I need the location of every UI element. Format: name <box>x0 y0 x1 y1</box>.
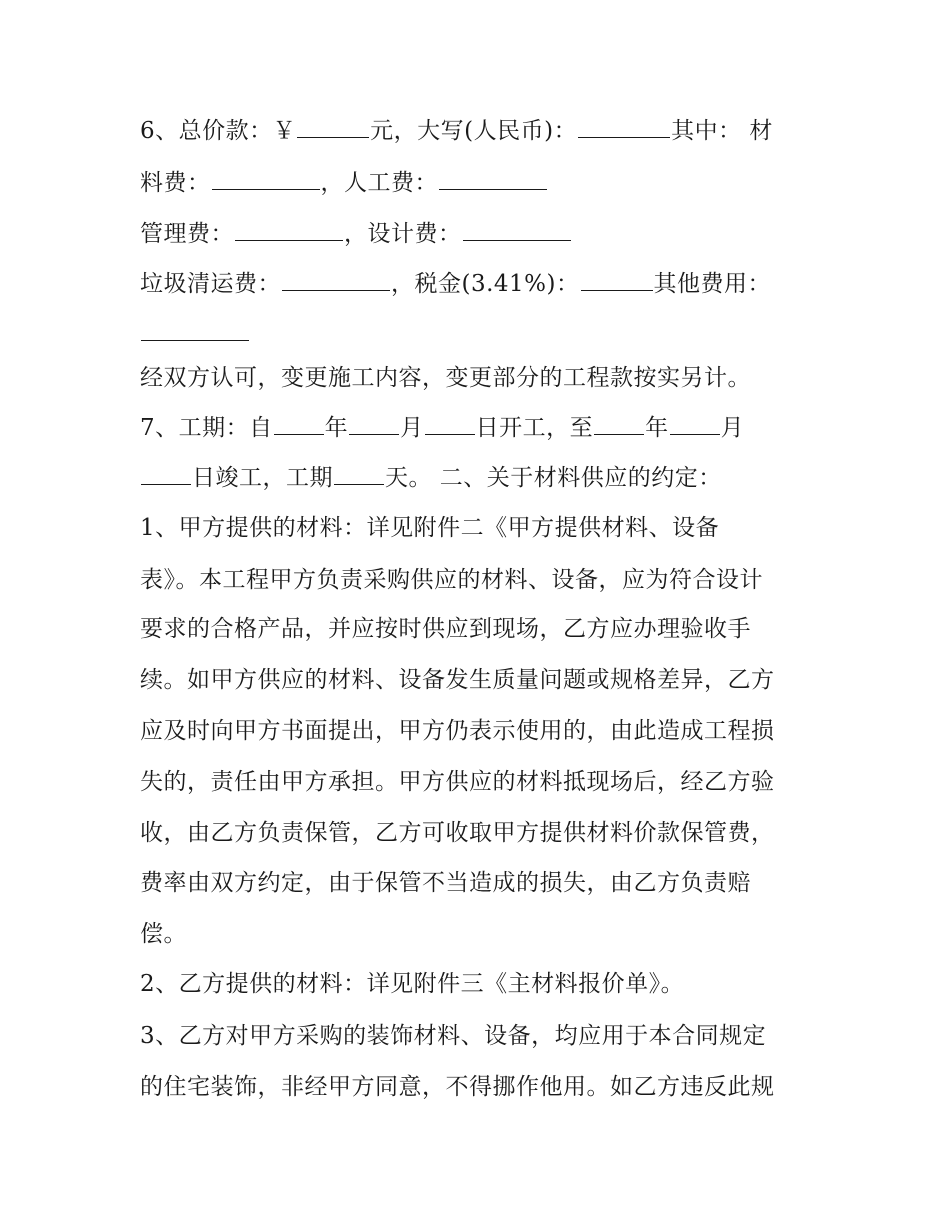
paragraph-line: 失的，责任由甲方承担。甲方供应的材料抵现场后，经乙方验 <box>140 769 775 795</box>
end-month-blank <box>670 412 720 435</box>
start-year-blank <box>274 412 324 435</box>
total-price-line <box>140 115 820 145</box>
garbage-tax-other-line <box>140 268 820 298</box>
paragraph-line: 应及时向甲方书面提出，甲方仍表示使用的，由此造成工程损 <box>140 718 775 744</box>
paragraph-line: 要求的合格产品，并应按时供应到现场，乙方应办理验收手 <box>140 616 751 642</box>
end-month-label: 月 <box>720 415 745 441</box>
start-day-blank <box>425 412 475 435</box>
material-fee-blank <box>212 167 320 190</box>
start-month-blank <box>349 412 399 435</box>
paragraph-line: 费率由双方约定，由于保管不当造成的损失，由乙方负责赔 <box>140 870 751 896</box>
paragraph-line: 表》。本工程甲方负责采购供应的材料、设备，应为符合设计 <box>140 567 763 593</box>
end-year-label: 年 <box>645 415 669 441</box>
schedule-line <box>140 412 820 442</box>
garbage-fee-label: 垃圾清运费： <box>140 271 281 297</box>
paragraph-line: 偿。 <box>140 921 187 947</box>
design-fee-blank <box>463 218 571 241</box>
paragraph-line: 2、乙方提供的材料：详见附件三《主材料报价单》。 <box>140 971 685 997</box>
total-price-label: 6、总价款：￥ <box>140 118 297 144</box>
tax-label: ，税金(3.41%)： <box>391 271 580 297</box>
tax-blank <box>581 268 653 291</box>
other-fee-label: 其他费用： <box>653 271 772 297</box>
management-fee-blank <box>235 218 343 241</box>
start-day-label: 日开工，至 <box>475 415 594 441</box>
labor-fee-label: ，人工费： <box>320 170 438 196</box>
start-month-label: 月 <box>400 415 424 441</box>
other-fee-blank <box>141 318 249 341</box>
end-year-blank <box>594 412 644 435</box>
change-clause-line <box>140 363 820 393</box>
schedule-label: 7、工期：自 <box>140 415 273 441</box>
end-day-blank <box>141 462 191 485</box>
completion-line <box>140 462 820 492</box>
other-fee-blank-line <box>140 318 820 348</box>
section-two-heading: 天。 二、关于材料供应的约定： <box>385 465 722 491</box>
completion-label: 日竣工，工期 <box>192 465 333 491</box>
material-fee-label: 料费： <box>140 170 211 196</box>
paragraph-line: 3、乙方对甲方采购的装饰材料、设备，均应用于本合同规定 <box>140 1023 767 1049</box>
management-fee-label: 管理费： <box>140 221 234 247</box>
paragraph-line: 的住宅装饰，非经甲方同意，不得挪作他用。如乙方违反此规 <box>140 1074 775 1100</box>
design-fee-label: ，设计费： <box>344 221 462 247</box>
uppercase-amount-blank <box>578 115 670 138</box>
management-design-line <box>140 218 820 248</box>
material-labor-line <box>140 167 820 197</box>
paragraph-line: 续。如甲方供应的材料、设备发生质量问题或规格差异，乙方 <box>140 667 775 693</box>
paragraph-line: 收，由乙方负责保管，乙方可收取甲方提供材料价款保管费， <box>140 820 775 846</box>
garbage-fee-blank <box>282 268 390 291</box>
among-which-label: 其中： 材 <box>671 118 773 144</box>
paragraph-line: 1、甲方提供的材料：详见附件二《甲方提供材料、设备 <box>140 515 720 541</box>
start-year-label: 年 <box>324 415 349 441</box>
change-clause-text: 经双方认可，变更施工内容，变更部分的工程款按实另计。 <box>140 365 751 391</box>
labor-fee-blank <box>439 167 547 190</box>
uppercase-amount-label: 元，大写(人民币)： <box>370 118 578 144</box>
duration-blank <box>334 462 384 485</box>
total-price-blank <box>297 115 369 138</box>
